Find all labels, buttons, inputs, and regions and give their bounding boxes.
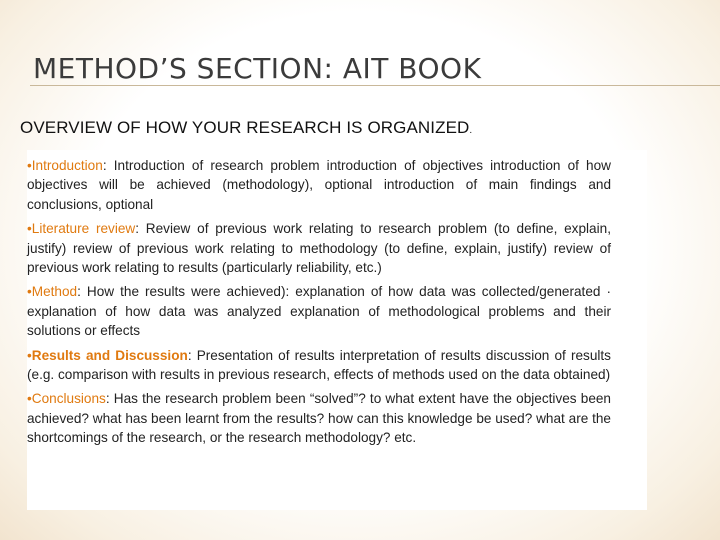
section-body-introduction: Introduction of research problem introduction of objectives introduction of how objectives will be achieved (methodology), optional introduction of main findings and conclusions, optional [27, 158, 611, 212]
heading-colon: : [135, 221, 140, 237]
bullet-marker: • [27, 391, 32, 407]
bullet-marker: • [27, 221, 32, 237]
section-heading-method: Method [31, 284, 78, 300]
subtitle-period: . [469, 125, 473, 136]
section-method [27, 282, 611, 340]
section-literature-review [27, 219, 611, 277]
section-list [27, 156, 611, 453]
bullet-marker: • [27, 347, 32, 363]
section-body-literature-review: Review of previous work relating to research problem (to define, explain, justify) review of previous work relating to methodology (to define, explain, justify) review of previous work relating to results (particularly reliability, etc.) [27, 221, 611, 276]
section-conclusions [27, 389, 611, 447]
heading-colon: : [77, 284, 81, 300]
section-results-discussion [27, 346, 611, 385]
heading-colon: : [102, 158, 107, 173]
title-underline [30, 85, 720, 86]
subtitle-text: OVERVIEW OF HOW YOUR RESEARCH IS ORGANIZED [20, 118, 470, 137]
section-body-results-discussion: Presentation of results interpretation of results discussion of results (e.g. comparison with results in previous research, effects of methods used on the data obtained) [27, 347, 611, 383]
bullet-marker: • [27, 284, 32, 300]
section-body-conclusions: Has the research problem been “solved”? to what extent have the objectives been achieved? what has been learnt from the results? how can this knowledge be used? what are the shortcomings of the research, or the research methodology? etc. [27, 391, 611, 446]
section-heading-literature-review: Literature review [31, 221, 136, 237]
heading-colon: : [105, 391, 110, 407]
heading-colon: : [187, 347, 192, 363]
slide-subtitle [20, 118, 472, 138]
section-heading-conclusions: Conclusions [31, 391, 106, 407]
section-heading-results-discussion: Results and Discussion [31, 347, 188, 363]
section-body-method: How the results were achieved): explanation of how data was collected/generated · explanation of how data was analyzed explanation of methodological problems and their solutions or effects [27, 284, 611, 339]
slide-title: METHOD’S SECTION: AIT BOOK [33, 52, 482, 85]
bullet-marker: • [27, 158, 32, 173]
section-introduction [27, 156, 611, 214]
section-heading-introduction: Introduction [31, 158, 103, 173]
